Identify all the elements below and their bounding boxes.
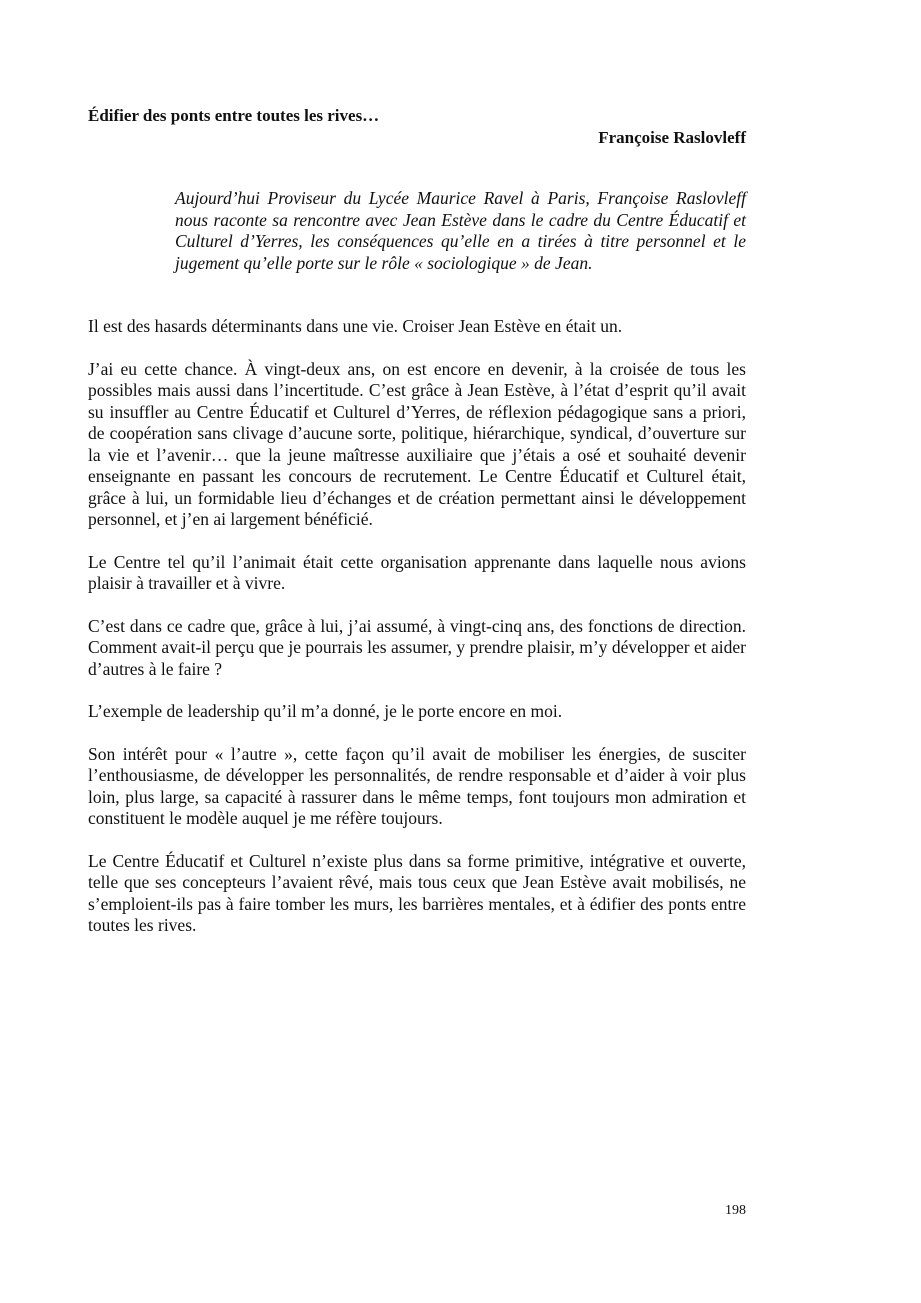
page-number: 198 [725,1203,746,1218]
body-paragraph: Il est des hasards déterminants dans une vie. Croiser Jean Estève en était un. [88,316,623,336]
body-paragraph: Le Centre tel qu’il l’animait était cette organisation apprenante dans laquelle nous avions plaisir à travailler et à vivre. [88,551,746,593]
intro-paragraph: Aujourd’hui Proviseur du Lycée Maurice Ravel à Paris, Françoise Raslovleff nous raconte sa rencontre avec Jean Estève dans le cadre du Centre Éducatif et Culturel d’Yerres, les conséquences qu’elle en a tirées à titre personnel et le jugement qu’elle porte sur le rôle « sociologique » de Jean. [175,188,746,273]
body-paragraph: C’est dans ce cadre que, grâce à lui, j’ai assumé, à vingt-cinq ans, des fonctions de direction. Comment avait-il perçu que je pourrais les assumer, y prendre plaisir, m’y développer et aider d’autres à le faire ? [88,615,746,679]
body-paragraph: J’ai eu cette chance. À vingt-deux ans, on est encore en devenir, à la croisée de tous les possibles mais aussi dans l’incertitude. C’est grâce à Jean Estève, à l’état d’esprit qu’il avait su insuffler au Centre Éducatif et Culturel d’Yerres, de réflexion pédagogique sans a priori, de coopération sans clivage d’aucune sorte, politique, hiérarchique, syndical, d’ouverture sur la vie et l’avenir… que la jeune maîtresse auxiliaire que j’étais a osé et souhaité devenir enseignante en passant les concours de recrutement. Le Centre Éducatif et Culturel était, grâce à lui, un formidable lieu d’échanges et de création permettant ainsi le développement personnel, et j’en ai largement bénéficié. [88,358,746,529]
body-paragraph: L’exemple de leadership qu’il m’a donné, je le porte encore en moi. [88,701,563,721]
article-title: Édifier des ponts entre toutes les rives… [88,106,380,125]
article-body [88,316,746,958]
body-paragraph: Son intérêt pour « l’autre », cette façon qu’il avait de mobiliser les énergies, de susciter l’enthousiasme, de développer les personnalités, de rendre responsable et d’aider à voir plus loin, plus large, sa capacité à rassurer dans le même temps, font toujours mon admiration et constituent le modèle auquel je me réfère toujours. [88,743,746,828]
body-paragraph: Le Centre Éducatif et Culturel n’existe plus dans sa forme primitive, intégrative et ouverte, telle que ses concepteurs l’avaient rêvé, mais tous ceux que Jean Estève avait mobilisés, ne s’emploient-ils pas à faire tomber les murs, les barrières mentales, et à édifier des ponts entre toutes les rives. [88,850,746,935]
author-name: Françoise Raslovleff [598,128,746,147]
